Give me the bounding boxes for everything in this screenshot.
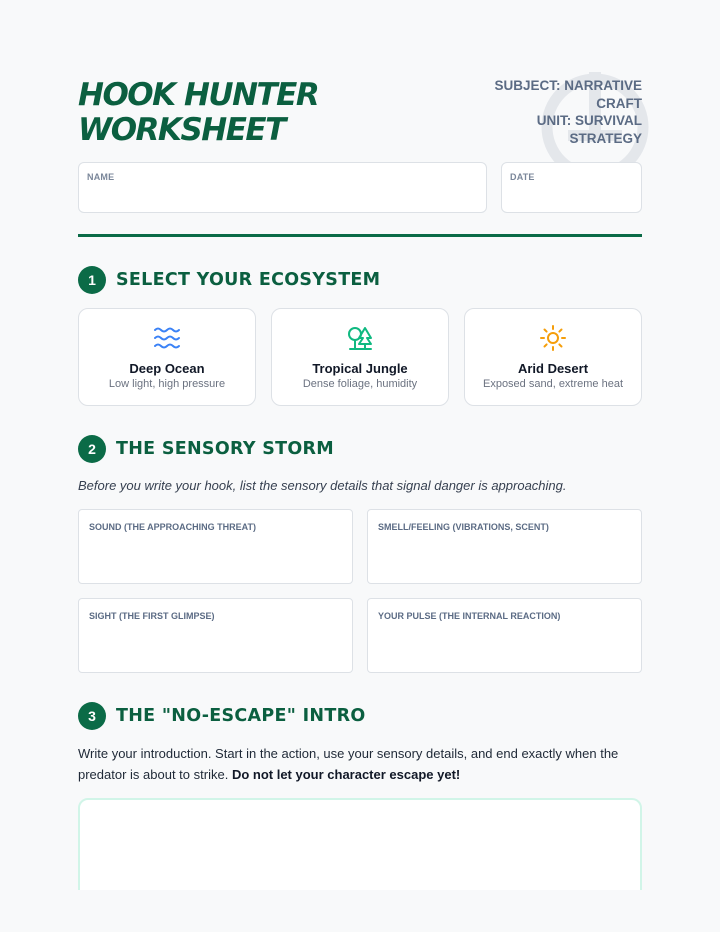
sight-box[interactable] <box>78 598 353 673</box>
ecosystem-option-ocean[interactable] <box>78 308 256 406</box>
name-field[interactable] <box>78 162 487 213</box>
ecosystem-name: Arid Desert <box>517 361 589 376</box>
section-1-title: SELECT YOUR ECOSYSTEM <box>116 270 381 290</box>
section-3-header <box>78 701 366 731</box>
section-1-number: 1 <box>78 266 106 294</box>
section-2-title: THE SENSORY STORM <box>116 439 335 459</box>
section-2-intro: Before you write your hook, list the sensory details that signal danger is approaching. <box>78 478 567 493</box>
waves-icon <box>153 325 181 351</box>
sound-box[interactable] <box>78 509 353 584</box>
title-line-2: WORKSHEET <box>78 112 285 148</box>
header-divider <box>78 234 642 237</box>
ecosystem-name: Deep Ocean <box>129 361 205 376</box>
ecosystem-desc: Low light, high pressure <box>108 378 226 390</box>
section-2-header <box>78 434 334 464</box>
unit-line-2: STRATEGY <box>569 130 642 146</box>
sound-label: SOUND (THE APPROACHING THREAT) <box>89 522 256 532</box>
pulse-label: YOUR PULSE (THE INTERNAL REACTION) <box>378 611 561 621</box>
subject-line-2: CRAFT <box>596 95 642 111</box>
smell-feeling-box[interactable] <box>367 509 642 584</box>
section-3-number: 3 <box>78 702 106 730</box>
trees-icon <box>346 325 374 351</box>
unit-line-1: UNIT: SURVIVAL <box>536 113 642 128</box>
ecosystem-desc: Exposed sand, extreme heat <box>482 378 624 390</box>
smell-feeling-label: SMELL/FEELING (VIBRATIONS, SCENT) <box>378 522 549 532</box>
section-1-header <box>78 265 380 295</box>
title-line-1: HOOK HUNTER <box>78 77 319 113</box>
ecosystem-option-jungle[interactable] <box>271 308 449 406</box>
page-title <box>78 78 378 148</box>
instructions-text: Write your introduction. Start in the action, use your sensory details, and end exactly when the predator is about to strike. <box>78 746 619 782</box>
ecosystem-name: Tropical Jungle <box>312 361 408 376</box>
sun-icon <box>539 325 567 351</box>
date-label: DATE <box>510 172 535 182</box>
ecosystem-desc: Dense foliage, humidity <box>302 378 418 390</box>
worksheet-meta <box>482 77 642 147</box>
intro-writing-area[interactable] <box>78 798 642 890</box>
name-label: NAME <box>87 172 115 182</box>
instructions-emphasis: Do not let your character escape yet! <box>231 766 461 782</box>
section-3-instructions <box>78 744 648 785</box>
ecosystem-option-desert[interactable] <box>464 308 642 406</box>
date-field[interactable] <box>501 162 642 213</box>
section-2-number: 2 <box>78 435 106 463</box>
section-3-title: THE "NO-ESCAPE" INTRO <box>116 706 366 726</box>
sight-label: SIGHT (THE FIRST GLIMPSE) <box>89 611 215 621</box>
subject-line-1: SUBJECT: NARRATIVE <box>494 78 642 93</box>
pulse-box[interactable] <box>367 598 642 673</box>
